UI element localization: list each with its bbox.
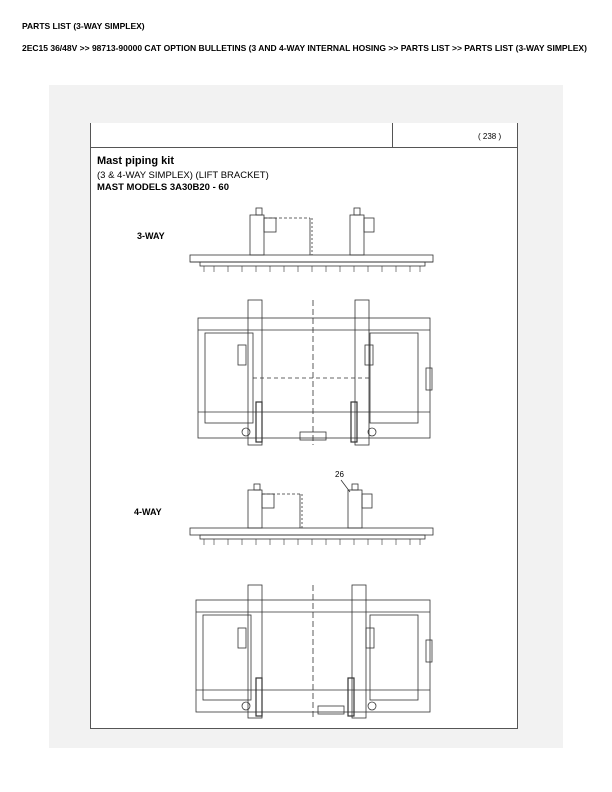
section-label-3way: 3-WAY [137, 231, 165, 241]
page-title: PARTS LIST (3-WAY SIMPLEX) [22, 21, 145, 31]
callout-number: 26 [335, 470, 344, 479]
kit-title: Mast piping kit [97, 155, 174, 167]
mast-models: MAST MODELS 3A30B20 - 60 [97, 182, 229, 193]
breadcrumb[interactable]: 2EC15 36/48V >> 98713-90000 CAT OPTION BULLETINS (3 AND 4-WAY INTERNAL HOSING >> PARTS LIST >> PARTS LIST (3-WAY SIMPLEX) [22, 43, 587, 53]
section-label-4way: 4-WAY [134, 507, 162, 517]
page-number: ( 238 ) [478, 132, 502, 141]
side-view-3way [190, 208, 433, 272]
side-view-4way [190, 480, 433, 545]
front-view-4way [196, 585, 432, 718]
front-view-3way [198, 300, 432, 445]
kit-subtitle: (3 & 4-WAY SIMPLEX) (LIFT BRACKET) [97, 170, 269, 181]
